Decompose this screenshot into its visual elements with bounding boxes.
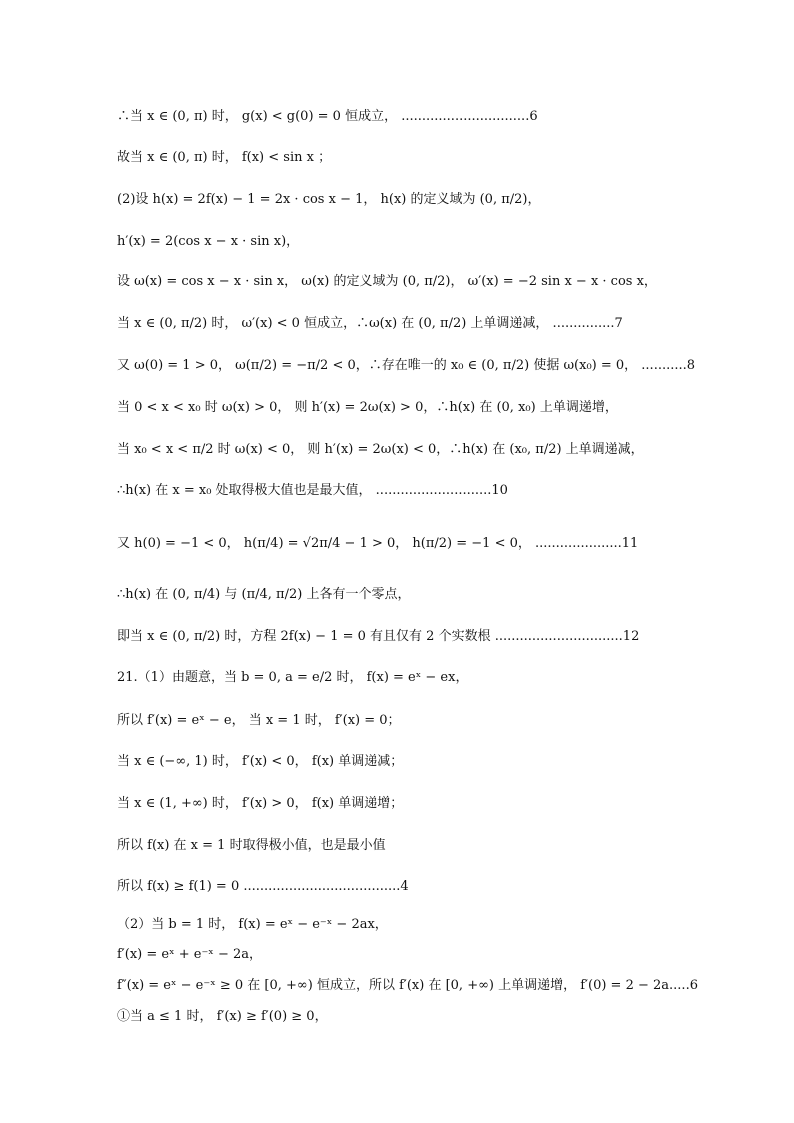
text-line-5: 设 ω(x) = cos x − x · sin x， ω(x) 的定义域为 (0, π/2)， ω′(x) = −2 sin x − x · cos x， [117, 274, 657, 289]
text-line-18: 所以 f(x) 在 x = 1 时取得极小值，也是最小值 [117, 838, 386, 853]
text-line-22: f″(x) = eˣ − e⁻ˣ ≥ 0 在 [0, +∞) 恒成立，所以 f′(x) 在 [0, +∞) 上单调递增， f′(0) = 2 − 2a.....6 [117, 978, 698, 993]
text-line-19: 所以 f(x) ≥ f(1) = 0 ......................................4 [117, 879, 409, 894]
text-line-6: 当 x ∈ (0, π/2) 时， ω′(x) < 0 恒成立，∴ω(x) 在 (0, π/2) 上单调递减， ...............7 [117, 316, 623, 331]
text-line-11: 又 h(0) = −1 < 0， h(π/4) = √2π/4 − 1 > 0， h(π/2) = −1 < 0， .....................11 [117, 536, 639, 551]
text-line-16: 当 x ∈ (−∞, 1) 时， f′(x) < 0， f(x) 单调递减； [117, 754, 404, 769]
text-line-14: 21.（1）由题意，当 b = 0, a = e/2 时， f(x) = eˣ − ex， [117, 670, 469, 685]
text-line-2: 故当 x ∈ (0, π) 时， f(x) < sin x ； [117, 150, 332, 165]
text-line-21: f′(x) = eˣ + e⁻ˣ − 2a， [117, 947, 262, 962]
text-line-4: h′(x) = 2(cos x − x · sin x)， [117, 234, 300, 249]
text-line-7: 又 ω(0) = 1 > 0， ω(π/2) = −π/2 < 0，∴存在唯一的 x₀ ∈ (0, π/2) 使据 ω(x₀) = 0， ...........8 [117, 358, 696, 373]
text-line-3: (2)设 h(x) = 2f(x) − 1 = 2x · cos x − 1， h(x) 的定义域为 (0, π/2)， [117, 192, 541, 207]
text-line-20: （2）当 b = 1 时， f(x) = eˣ − e⁻ˣ − 2ax， [117, 917, 388, 932]
text-line-23: ①当 a ≤ 1 时， f′(x) ≥ f′(0) ≥ 0， [117, 1009, 328, 1024]
text-line-15: 所以 f′(x) = eˣ − e， 当 x = 1 时， f′(x) = 0； [117, 713, 401, 728]
text-line-10: ∴h(x) 在 x = x₀ 处取得极大值也是最大值， ............................10 [117, 483, 508, 498]
text-line-17: 当 x ∈ (1, +∞) 时， f′(x) > 0， f(x) 单调递增； [117, 796, 404, 811]
text-line-1: ∴当 x ∈ (0, π) 时， g(x) < g(0) = 0 恒成立， ...............................6 [117, 109, 538, 124]
text-line-9: 当 x₀ < x < π/2 时 ω(x) < 0， 则 h′(x) = 2ω(x) < 0，∴h(x) 在 (x₀, π/2) 上单调递减， [117, 442, 644, 457]
text-line-8: 当 0 < x < x₀ 时 ω(x) > 0， 则 h′(x) = 2ω(x) > 0，∴h(x) 在 (0, x₀) 上单调递增， [117, 400, 618, 415]
text-line-12: ∴h(x) 在 (0, π/4) 与 (π/4, π/2) 上各有一个零点， [117, 587, 411, 602]
text-line-13: 即当 x ∈ (0, π/2) 时，方程 2f(x) − 1 = 0 有且仅有 2 个实数根 ...............................12 [117, 629, 640, 644]
